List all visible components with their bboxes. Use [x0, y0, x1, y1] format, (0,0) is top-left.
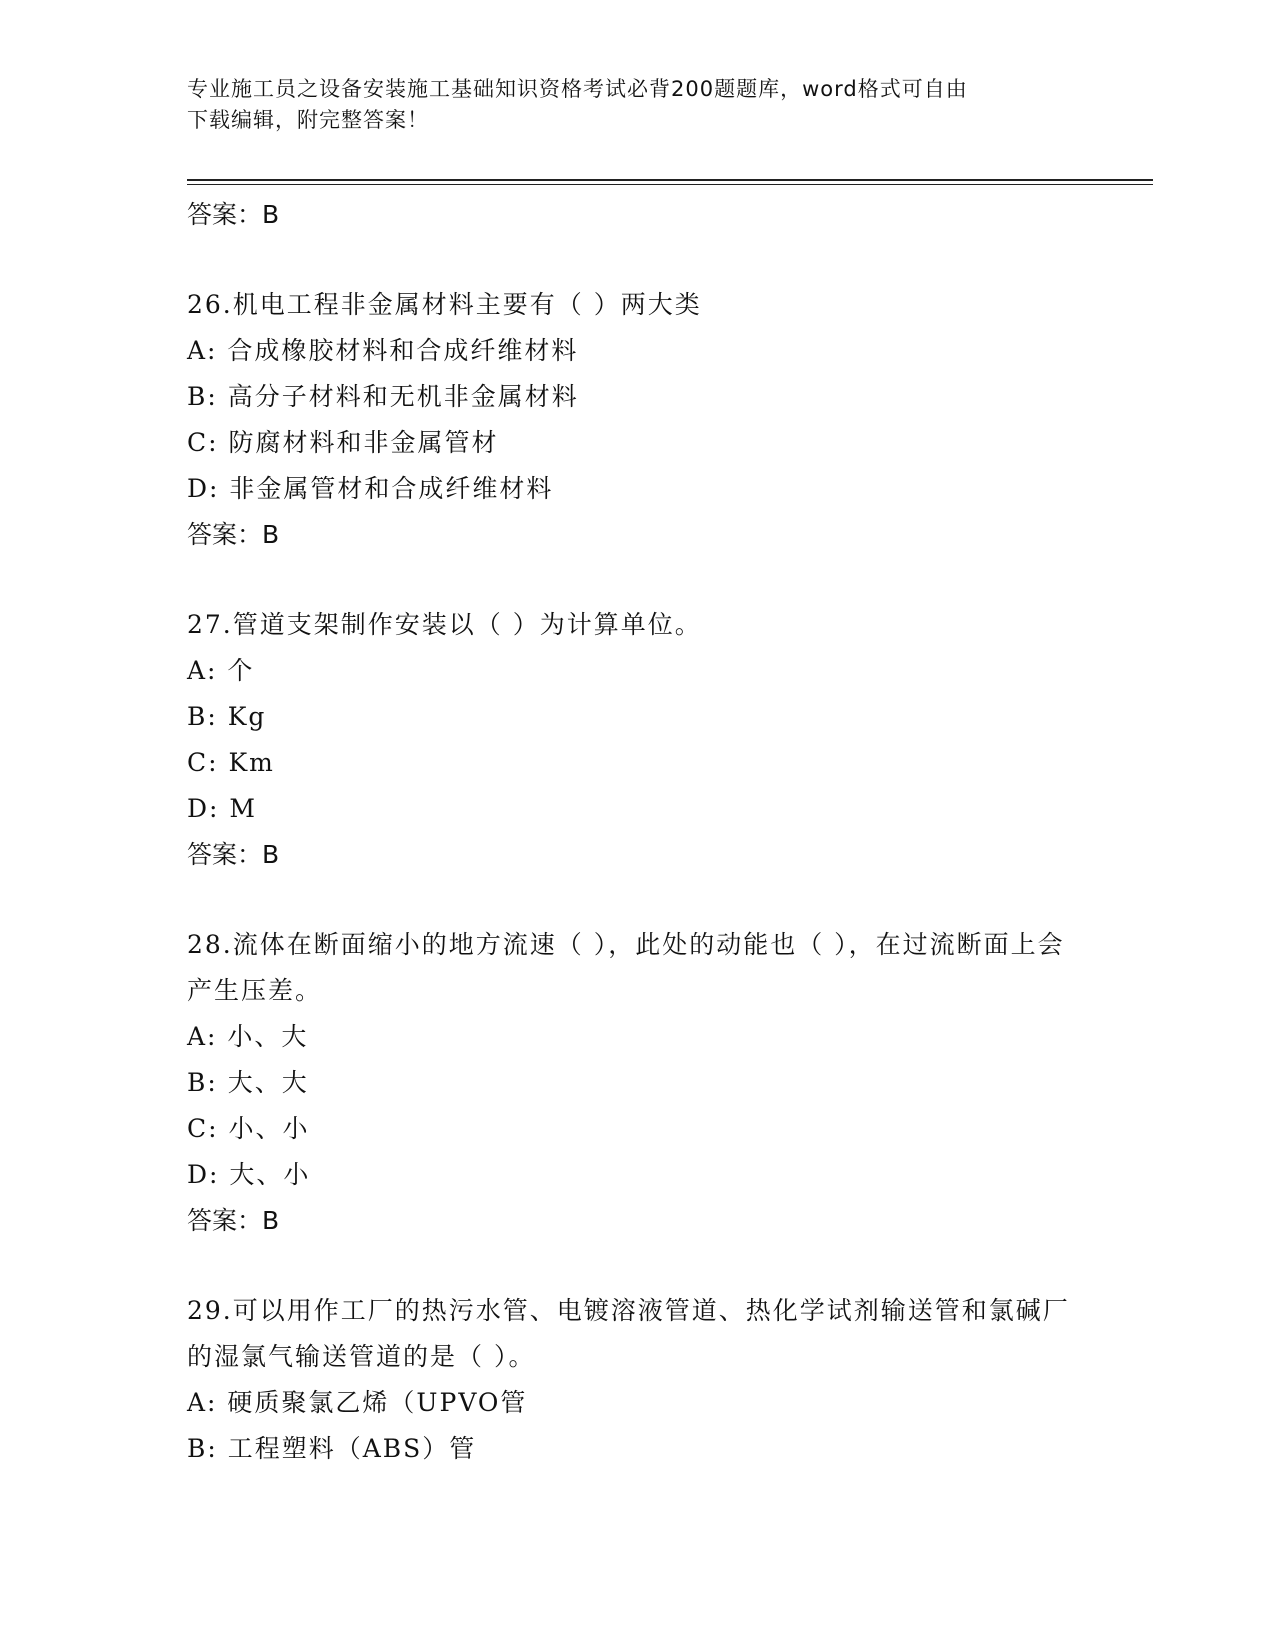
question-28 [187, 922, 1087, 1244]
previous-answer: 答案：B [187, 200, 280, 229]
question-stem: 29.可以用作工厂的热污水管、电镀溶液管道、热化学试剂输送管和氯碱厂的湿氯气输送管道的是（ ）。 [187, 1296, 1070, 1371]
option-d: D: 大、小 [187, 1160, 311, 1189]
option-a: A: 个 [187, 656, 255, 685]
option-c: C: Km [187, 748, 275, 777]
option-c: C: 小、小 [187, 1114, 310, 1143]
question-stem: 28.流体在断面缩小的地方流速（ ），此处的动能也（ ），在过流断面上会产生压差。 [187, 930, 1065, 1005]
option-b: B: 工程塑料（ABS）管 [187, 1434, 477, 1463]
document-header [187, 74, 1087, 136]
question-answer: 答案：B [187, 520, 280, 549]
option-d: D: 非金属管材和合成纤维材料 [187, 474, 554, 503]
question-list [187, 192, 1087, 1472]
option-c: C: 防腐材料和非金属管材 [187, 428, 499, 457]
option-a: A: 小、大 [187, 1022, 309, 1051]
header-line-1: 专业施工员之设备安装施工基础知识资格考试必背200题题库，word格式可自由 [187, 77, 968, 101]
question-stem: 27.管道支架制作安装以（ ）为计算单位。 [187, 610, 702, 639]
option-b: B: Kg [187, 702, 267, 731]
option-a: A: 合成橡胶材料和合成纤维材料 [187, 336, 579, 365]
option-b: B: 大、大 [187, 1068, 309, 1097]
question-stem: 26.机电工程非金属材料主要有（ ）两大类 [187, 290, 702, 319]
question-26 [187, 282, 1087, 558]
question-answer: 答案：B [187, 1206, 280, 1235]
option-d: D: M [187, 794, 258, 823]
header-divider-thin [187, 184, 1153, 185]
header-divider-thick [187, 179, 1153, 181]
question-answer: 答案：B [187, 840, 280, 869]
option-b: B: 高分子材料和无机非金属材料 [187, 382, 579, 411]
question-29 [187, 1288, 1087, 1472]
header-line-2: 下载编辑，附完整答案！ [187, 108, 429, 132]
question-27 [187, 602, 1087, 878]
option-a: A: 硬质聚氯乙烯（UPVO管 [187, 1388, 528, 1417]
